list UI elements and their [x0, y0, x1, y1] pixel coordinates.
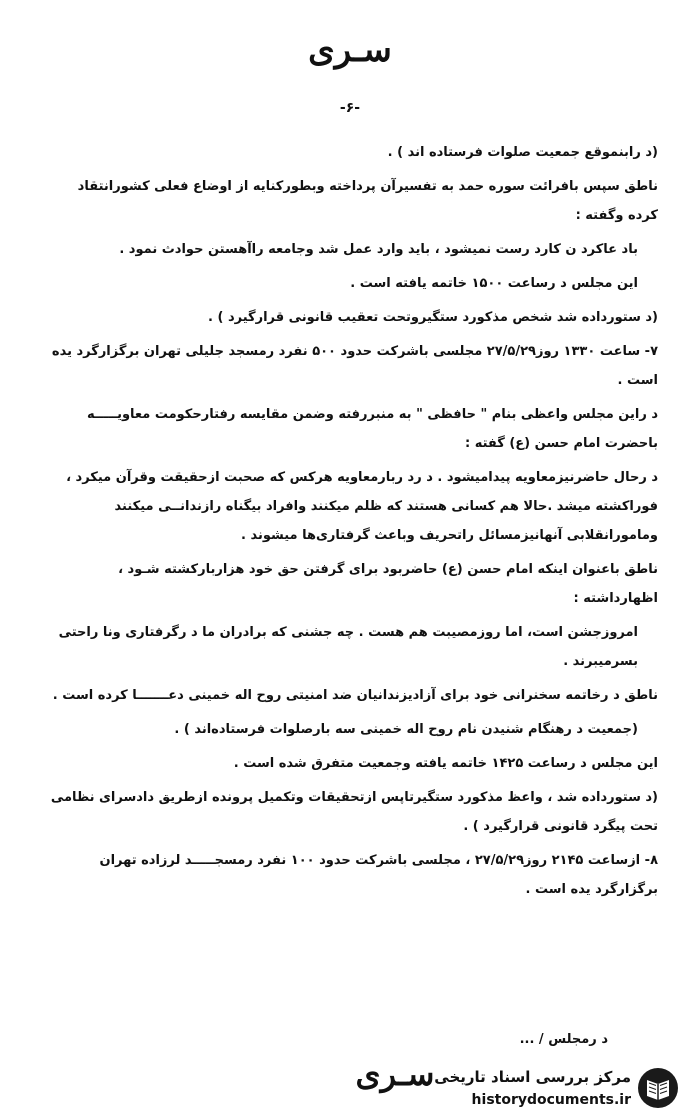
- page-number: -۶-: [339, 100, 361, 116]
- document-body: [48, 138, 658, 909]
- paragraph: (د ستورداده شد ، واعظ مذکورد ستگیرتاپس ازتحقیقات وتکمیل پرونده ازطریق دادسرای نظامی تحت پیگرد قانونی قرارگیرد ) .: [50, 790, 658, 834]
- paragraph: د رحال حاضرنیزمعاویه پیدامیشود . د رد ربارمعاویه هرکس که صحبت ازحقیقت وقرآن میکرد ، فوراکشته میشد .حالا هم کسانی هستند که ظلم میکنند وافراد بیگناه رازندانــی میکنند ومامورانقلابی آنهانیزمسائل راتحریف وباعث گرفتاری‌ها میشوند .: [66, 470, 658, 543]
- paragraph: ناطق د رخاتمه سخنرانی خود برای آزادیزندانیان ضد امنیتی روح اله خمینی دعـــــــا کرده است .: [52, 688, 658, 703]
- paragraph: امروزجشن است، اما روزمصیبت هم هست . چه جشنی که برادران ما د رگرفتاری ونا راحتی بسرمیبرند .: [58, 625, 638, 669]
- paragraph: ۸- ازساعت ۲۱۴۵ روز۲۷/۵/۲۹ ، مجلسی باشرکت حدود ۱۰۰ نفرد رمسجـــــد لرزاده تهران برگزارگرد یده است .: [99, 853, 658, 897]
- paragraph: ۷- ساعت ۱۳۳۰ روز۲۷/۵/۲۹ مجلسی باشرکت حدود ۵۰۰ نفرد رمسجد جلیلی تهران برگزارگرد یده است .: [51, 344, 658, 388]
- archive-book-icon: [636, 1066, 680, 1110]
- paragraph: ناطق باعنوان اینکه امام حسن (ع) حاضربود برای گرفتن حق خود هزاربارکشته شـود ، اظهارداشته :: [118, 562, 658, 606]
- watermark-title: مرکز بررسی اسناد تاریخی: [434, 1068, 631, 1086]
- secret-stamp-footer: سـری: [355, 1055, 435, 1093]
- paragraph: (د ستورداده شد شخص مذکورد ستگیروتحت تعقیب قانونی قرارگیرد ) .: [208, 310, 658, 325]
- watermark: [408, 1060, 693, 1116]
- secret-stamp-header: سـری: [308, 30, 392, 70]
- paragraph: این مجلس د رساعت ۱۵۰۰ خاتمه یافته است .: [350, 276, 638, 291]
- paragraph: این مجلس د رساعت ۱۴۲۵ خاتمه یافته وجمعیت متفرق شده است .: [233, 756, 658, 771]
- paragraph: (د رابنموقع جمعیت صلوات فرستاده اند ) .: [387, 145, 658, 160]
- signature-line: د رمجلس / ...: [519, 1032, 608, 1047]
- paragraph: باد عاکرد ن کارد رست نمیشود ، باید وارد عمل شد وجامعه راآهستن حوادث نمود .: [119, 242, 638, 257]
- paragraph: ناطق سپس بافرائت سوره حمد به تفسیرآن پرداخته وبطورکنایه از اوضاع فعلی کشورانتقاد کرده وگفته :: [77, 179, 658, 223]
- paragraph: د راین مجلس واعظی بنام " حافظی " به منبررفته وضمن مقایسه رفتارحکومت معاویـــــه باحضرت امام حسن (ع) گفته :: [86, 407, 658, 451]
- watermark-url: historydocuments.ir: [471, 1092, 631, 1108]
- paragraph: (جمعیت د رهنگام شنیدن نام روح اله خمینی سه بارصلوات فرستاده‌اند ) .: [174, 722, 638, 737]
